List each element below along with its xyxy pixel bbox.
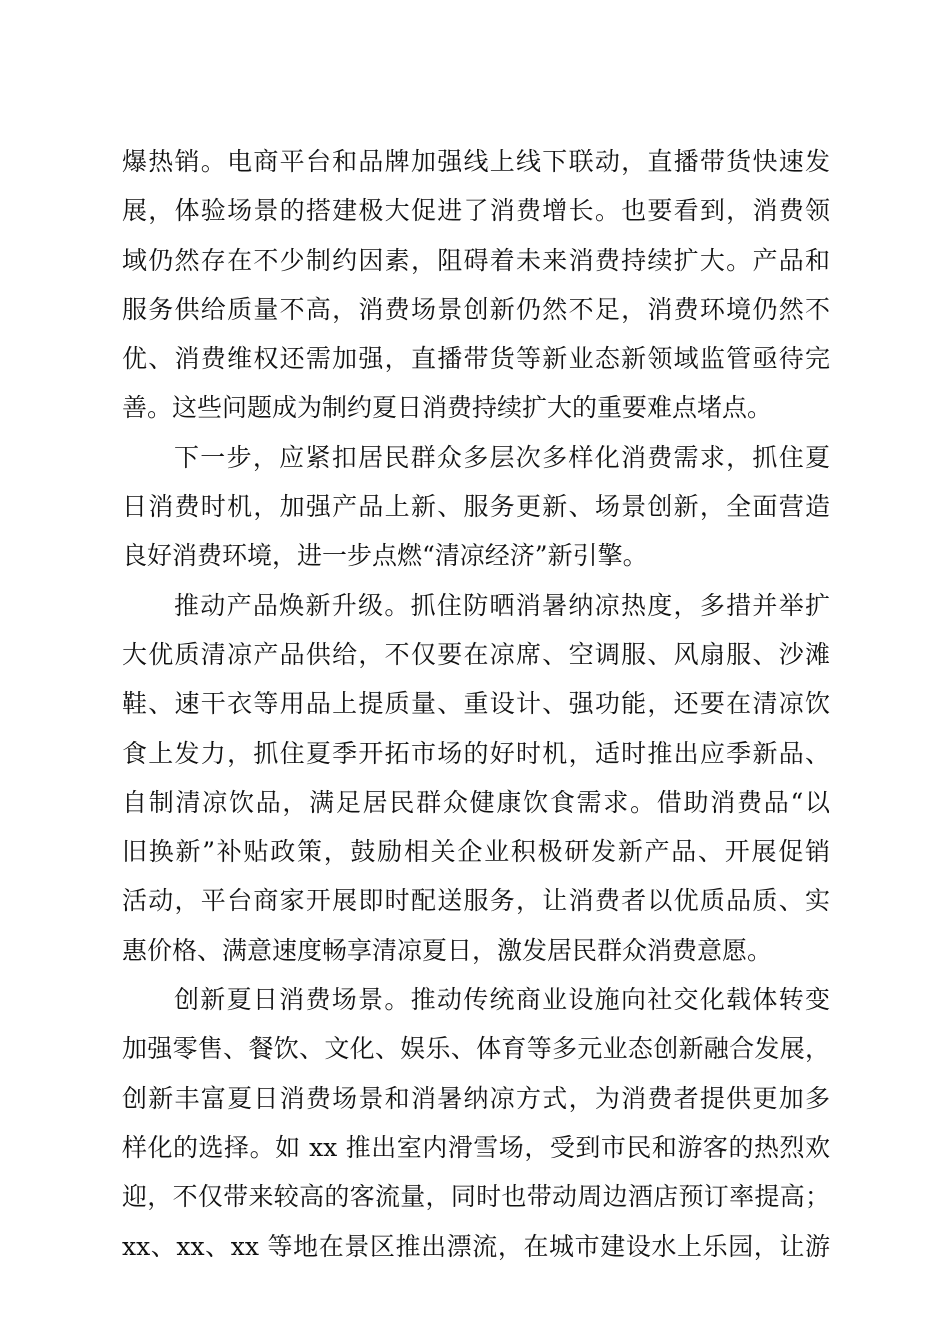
text-line: 加强零售、餐饮、文化、娱乐、体育等多元业态创新融合发展， [122,1034,830,1064]
text-line: 活动，平台商家开展即时配送服务，让消费者以优质品质、实 [122,886,830,916]
text-line: 创新丰富夏日消费场景和消暑纳凉方式，为消费者提供更加多 [122,1083,830,1113]
text-line: 爆热销。电商平台和品牌加强线上线下联动，直播带货快速发 [122,147,830,176]
text-line: 迎，不仅带来较高的客流量，同时也带动周边酒店预订率提高； [122,1182,830,1212]
text-line: 服务供给质量不高，消费场景创新仍然不足，消费环境仍然不 [122,294,830,324]
text-line: 展，体验场景的搭建极大促进了消费增长。也要看到，消费领 [122,196,830,226]
text-line: 样化的选择。如 xx 推出室内滑雪场，受到市民和游客的热烈欢 [122,1132,830,1162]
text-line: 良好消费环境，进一步点燃“清凉经济”新引擎。 [122,541,648,571]
text-line: 自制清凉饮品，满足居民群众健康饮食需求。借助消费品“以 [122,787,830,817]
text-line: 域仍然存在不少制约因素，阻碍着未来消费持续扩大。产品和 [122,245,830,275]
paragraph-2 [122,433,830,581]
document-page [122,137,830,1271]
text-line: 惠价格、满意速度畅享清凉夏日，激发居民群众消费意愿。 [122,935,773,965]
text-line: 优、消费维权还需加强，直播带货等新业态新领域监管亟待完 [122,344,830,374]
text-line: 食上发力，抓住夏季开拓市场的好时机，适时推出应季新品、 [122,738,830,768]
text-line: 下一步，应紧扣居民群众多层次多样化消费需求，抓住夏 [174,442,830,472]
text-line: xx、xx、xx 等地在景区推出漂流，在城市建设水上乐园，让游 [122,1231,830,1261]
text-line: 旧换新”补贴政策，鼓励相关企业积极研发新产品、开展促销 [122,837,830,867]
text-line: 日消费时机，加强产品上新、服务更新、场景创新，全面营造 [122,492,830,522]
text-line: 善。这些问题成为制约夏日消费持续扩大的重要难点堵点。 [122,393,773,423]
paragraph-1 [122,137,830,433]
text-line: 创新夏日消费场景。推动传统商业设施向社交化载体转变 [174,985,830,1015]
text-line: 鞋、速干衣等用品上提质量、重设计、强功能，还要在清凉饮 [122,689,830,719]
paragraph-3 [122,581,830,975]
paragraph-4 [122,975,830,1271]
text-line: 大优质清凉产品供给，不仅要在凉席、空调服、风扇服、沙滩 [122,639,830,669]
text-line: 推动产品焕新升级。抓住防晒消暑纳凉热度，多措并举扩 [174,590,830,620]
